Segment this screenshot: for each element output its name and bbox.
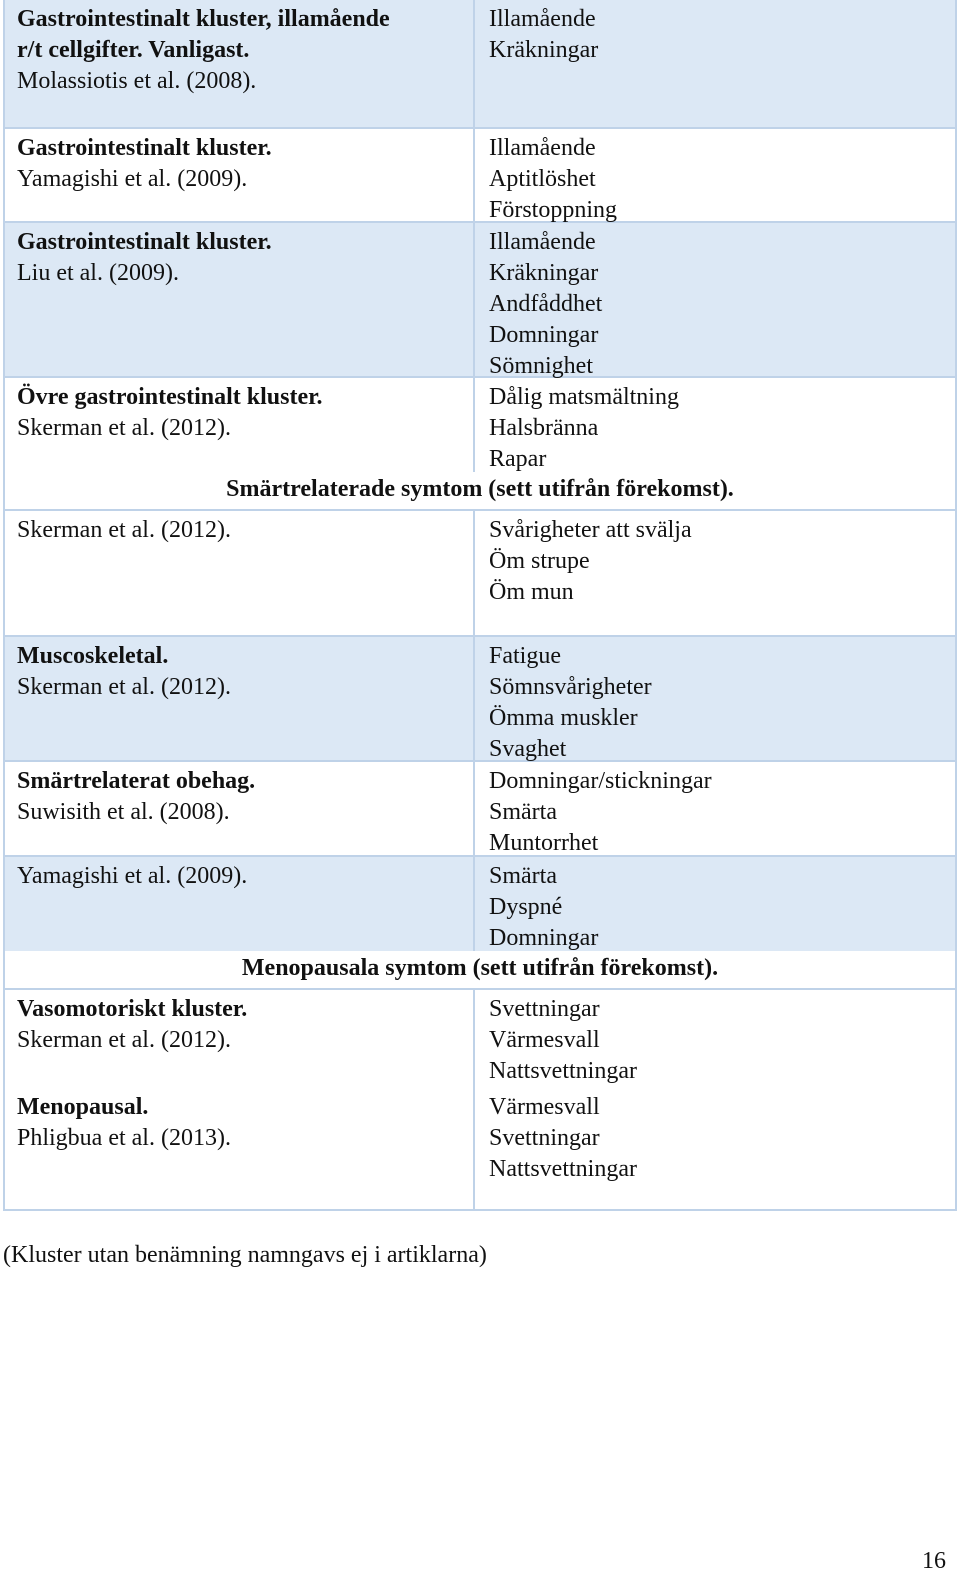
symptom: Domningar [489,322,599,348]
symptom-cell [475,511,955,635]
symptom: Dålig matsmältning [489,384,679,410]
page-number: 16 [922,1548,946,1574]
cluster-name: Muscoskeletal. [17,643,169,669]
table-row [5,988,955,1088]
footnote: (Kluster utan benämning namngavs ej i artiklarna) [3,1242,487,1268]
symptom: Rapar [489,446,547,472]
symptom: Ömma muskler [489,705,638,731]
symptom: Illamående [489,135,596,161]
reference-cell [5,637,475,760]
section-header-row [5,472,955,509]
section-header-row [5,951,955,988]
citation: Skerman et al. (2012). [17,1027,231,1053]
symptom-cell [475,762,955,855]
citation: Phligbua et al. (2013). [17,1125,231,1151]
citation: Skerman et al. (2012). [17,674,231,700]
symptom: Öm strupe [489,548,590,574]
citation: Liu et al. (2009). [17,260,179,286]
reference-cell [5,0,475,127]
symptom: Domningar [489,925,599,951]
symptom: Värmesvall [489,1027,600,1053]
reference-cell [5,1088,475,1209]
symptom: Öm mun [489,579,574,605]
reference-cell [5,511,475,635]
cluster-name: Gastrointestinalt kluster. [17,229,272,255]
symptom: Värmesvall [489,1094,600,1120]
cluster-name: Gastrointestinalt kluster. [17,135,272,161]
cluster-name: Vasomotoriskt kluster. [17,996,248,1022]
citation: Skerman et al. (2012). [17,517,231,543]
symptom: Dyspné [489,894,563,920]
symptom: Aptitlöshet [489,166,596,192]
symptom: Nattsvettningar [489,1156,637,1182]
symptom: Halsbränna [489,415,599,441]
table-row [5,127,955,221]
symptom: Kräkningar [489,260,599,286]
citation: Suwisith et al. (2008). [17,799,230,825]
symptom: Smärta [489,863,557,889]
table-row [5,760,955,855]
symptom: Fatigue [489,643,561,669]
symptom: Sömnsvårigheter [489,674,652,700]
symptom-cell [475,1088,955,1209]
section-header: Smärtrelaterade symtom (sett utifrån förekomst). [5,472,955,509]
table-row [5,855,955,951]
symptom: Illamående [489,6,596,32]
symptom: Svårigheter att svälja [489,517,692,543]
reference-cell [5,378,475,472]
reference-cell [5,223,475,376]
symptom-cell [475,378,955,472]
symptom: Kräkningar [489,37,599,63]
citation: Molassiotis et al. (2008). [17,68,257,94]
table-row [5,1088,955,1209]
table-row [5,376,955,472]
symptom: Svaghet [489,736,567,762]
symptom: Sömnighet [489,353,594,379]
cluster-name: r/t cellgifter. Vanligast. [17,37,250,63]
symptom: Svettningar [489,1125,600,1151]
citation: Yamagishi et al. (2009). [17,166,248,192]
cluster-name: Smärtrelaterat obehag. [17,768,256,794]
table-row [5,0,955,127]
symptom-cell [475,0,955,127]
symptom: Svettningar [489,996,600,1022]
reference-cell [5,762,475,855]
symptom-cluster-table [3,0,957,1211]
symptom-cell [475,990,955,1088]
symptom: Smärta [489,799,557,825]
symptom: Andfåddhet [489,291,603,317]
cluster-name: Menopausal. [17,1094,149,1120]
reference-cell [5,990,475,1088]
table-row [5,635,955,760]
symptom: Muntorrhet [489,830,599,856]
section-header: Menopausala symtom (sett utifrån förekomst). [5,951,955,988]
symptom: Nattsvettningar [489,1058,637,1084]
symptom-cell [475,857,955,951]
symptom-cell [475,129,955,221]
symptom: Domningar/stickningar [489,768,712,794]
table-row [5,509,955,635]
citation: Skerman et al. (2012). [17,415,231,441]
reference-cell [5,857,475,951]
reference-cell [5,129,475,221]
symptom: Förstoppning [489,197,618,223]
cluster-name: Övre gastrointestinalt kluster. [17,384,323,410]
table-row [5,221,955,379]
symptom-cell [475,637,955,760]
cluster-name: Gastrointestinalt kluster, illamående [17,6,390,32]
symptom-cell [475,223,955,379]
citation: Yamagishi et al. (2009). [17,863,248,889]
symptom: Illamående [489,229,596,255]
